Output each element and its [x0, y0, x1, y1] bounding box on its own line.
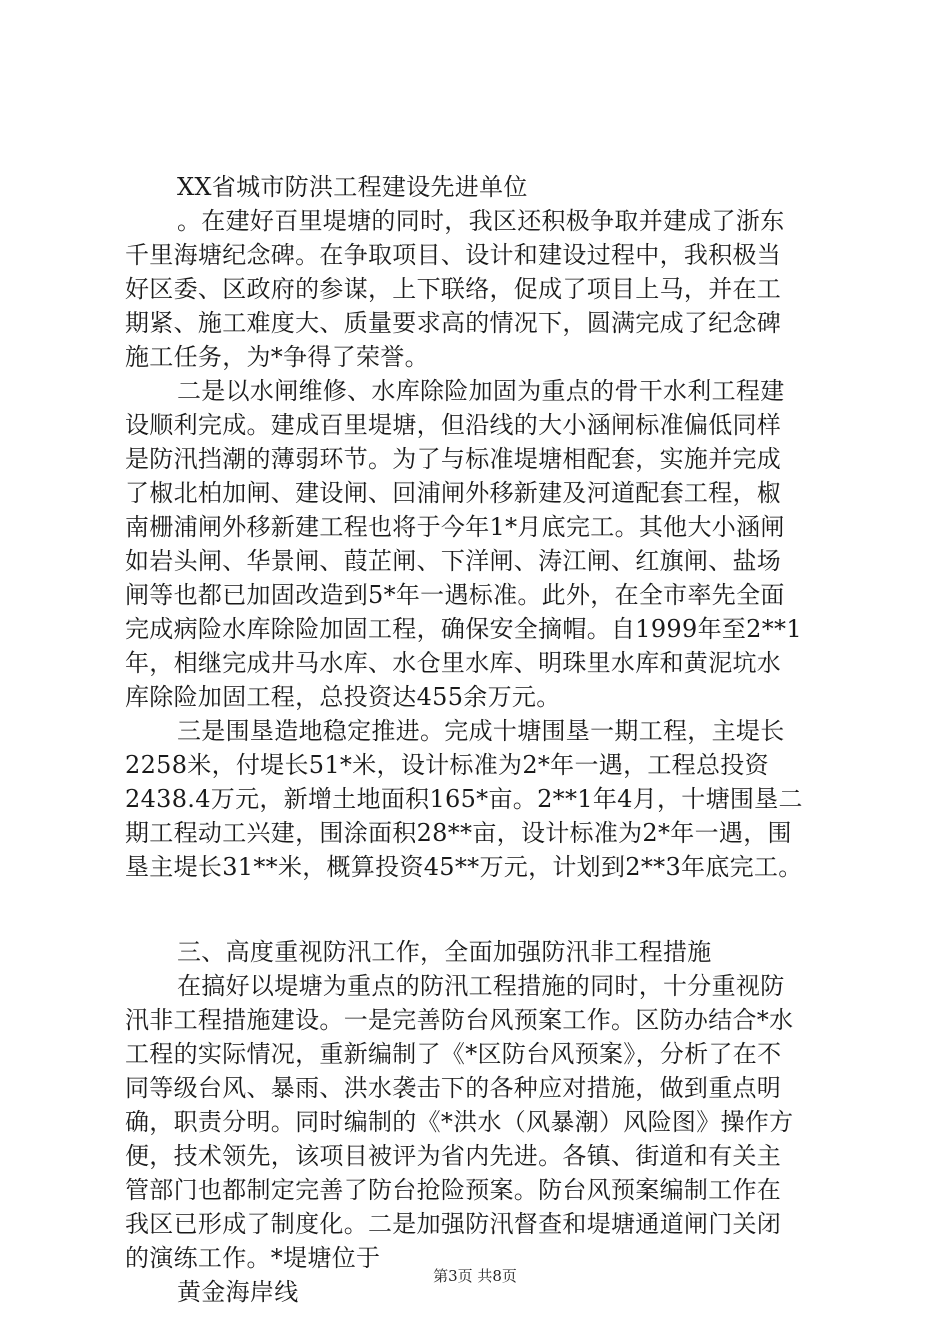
section-heading: 三、高度重视防汛工作，全面加强防汛非工程措施 — [177, 938, 712, 966]
text-line: 便，技术领先，该项目被评为省内先进。各镇、街道和有关主 — [125, 1142, 782, 1170]
text-line: 好区委、区政府的参谋，上下联络，促成了项目上马，并在工 — [125, 275, 782, 303]
text-line: 2258米，付堤长51*米，设计标准为2*年一遇，工程总投资 — [125, 751, 769, 779]
text-line: 二是以水闸维修、水库除险加固为重点的骨干水利工程建 — [177, 377, 785, 405]
text-line: 汛非工程措施建设。一是完善防台风预案工作。区防办结合*水 — [125, 1006, 794, 1034]
text-line: 施工任务，为*争得了荣誉。 — [125, 343, 429, 371]
text-line: 确，职责分明。同时编制的《*洪水（风暴潮）风险图》操作方 — [125, 1108, 794, 1136]
text-line: 设顺利完成。建成百里堤塘，但沿线的大小涵闸标准偏低同样 — [125, 411, 782, 439]
text-line: 的演练工作。*堤塘位于 — [125, 1244, 381, 1272]
text-line: 如岩头闸、华景闸、葭芷闸、下洋闸、涛江闸、红旗闸、盐场 — [125, 547, 782, 575]
text-line: 在搞好以堤塘为重点的防汛工程措施的同时，十分重视防 — [177, 972, 785, 1000]
text-line: 千里海塘纪念碑。在争取项目、设计和建设过程中，我积极当 — [125, 241, 782, 269]
text-line: 南栅浦闸外移新建工程也将于今年1*月底完工。其他大小涵闸 — [125, 513, 785, 541]
document-body — [125, 170, 855, 1309]
page-number-label: 第3页 共8页 — [433, 1267, 517, 1285]
text-line: 黄金海岸线 — [177, 1278, 299, 1306]
text-line: 2438.4万元，新增土地面积165*亩。2**1年4月，十塘围垦二 — [125, 785, 803, 813]
text-line: 期工程动工兴建，围涂面积28**亩，设计标准为2*年一遇，围 — [125, 819, 792, 847]
text-line: 年，相继完成井马水库、水仓里水库、明珠里水库和黄泥坑水 — [125, 649, 782, 677]
text-line: 闸等也都已加固改造到5*年一遇标准。此外，在全市率先全面 — [125, 581, 785, 609]
text-line: 我区已形成了制度化。二是加强防汛督查和堤塘通道闸门关闭 — [125, 1210, 782, 1238]
text-line: 垦主堤长31**米，概算投资45**万元，计划到2**3年底完工。 — [125, 853, 803, 881]
text-line: 完成病险水库除险加固工程，确保安全摘帽。自1999年至2**1 — [125, 615, 802, 643]
text-line: 三是围垦造地稳定推进。完成十塘围垦一期工程，主堤长 — [177, 717, 785, 745]
text-line: 期紧、施工难度大、质量要求高的情况下，圆满完成了纪念碑 — [125, 309, 782, 337]
text-line: 同等级台风、暴雨、洪水袭击下的各种应对措施，做到重点明 — [125, 1074, 782, 1102]
text-line: 了椒北柏加闸、建设闸、回浦闸外移新建及河道配套工程，椒 — [125, 479, 782, 507]
page-footer — [0, 1266, 950, 1286]
text-line: 。在建好百里堤塘的同时，我区还积极争取并建成了浙东 — [177, 207, 785, 235]
text-line: 管部门也都制定完善了防台抢险预案。防台风预案编制工作在 — [125, 1176, 782, 1204]
text-line: XX省城市防洪工程建设先进单位 — [177, 173, 528, 201]
text-line: 库除险加固工程，总投资达455余万元。 — [125, 683, 561, 711]
paragraph-gap — [125, 884, 855, 935]
text-line: 工程的实际情况，重新编制了《*区防台风预案》，分析了在不 — [125, 1040, 782, 1068]
text-line: 是防汛挡潮的薄弱环节。为了与标准堤塘相配套，实施并完成 — [125, 445, 782, 473]
